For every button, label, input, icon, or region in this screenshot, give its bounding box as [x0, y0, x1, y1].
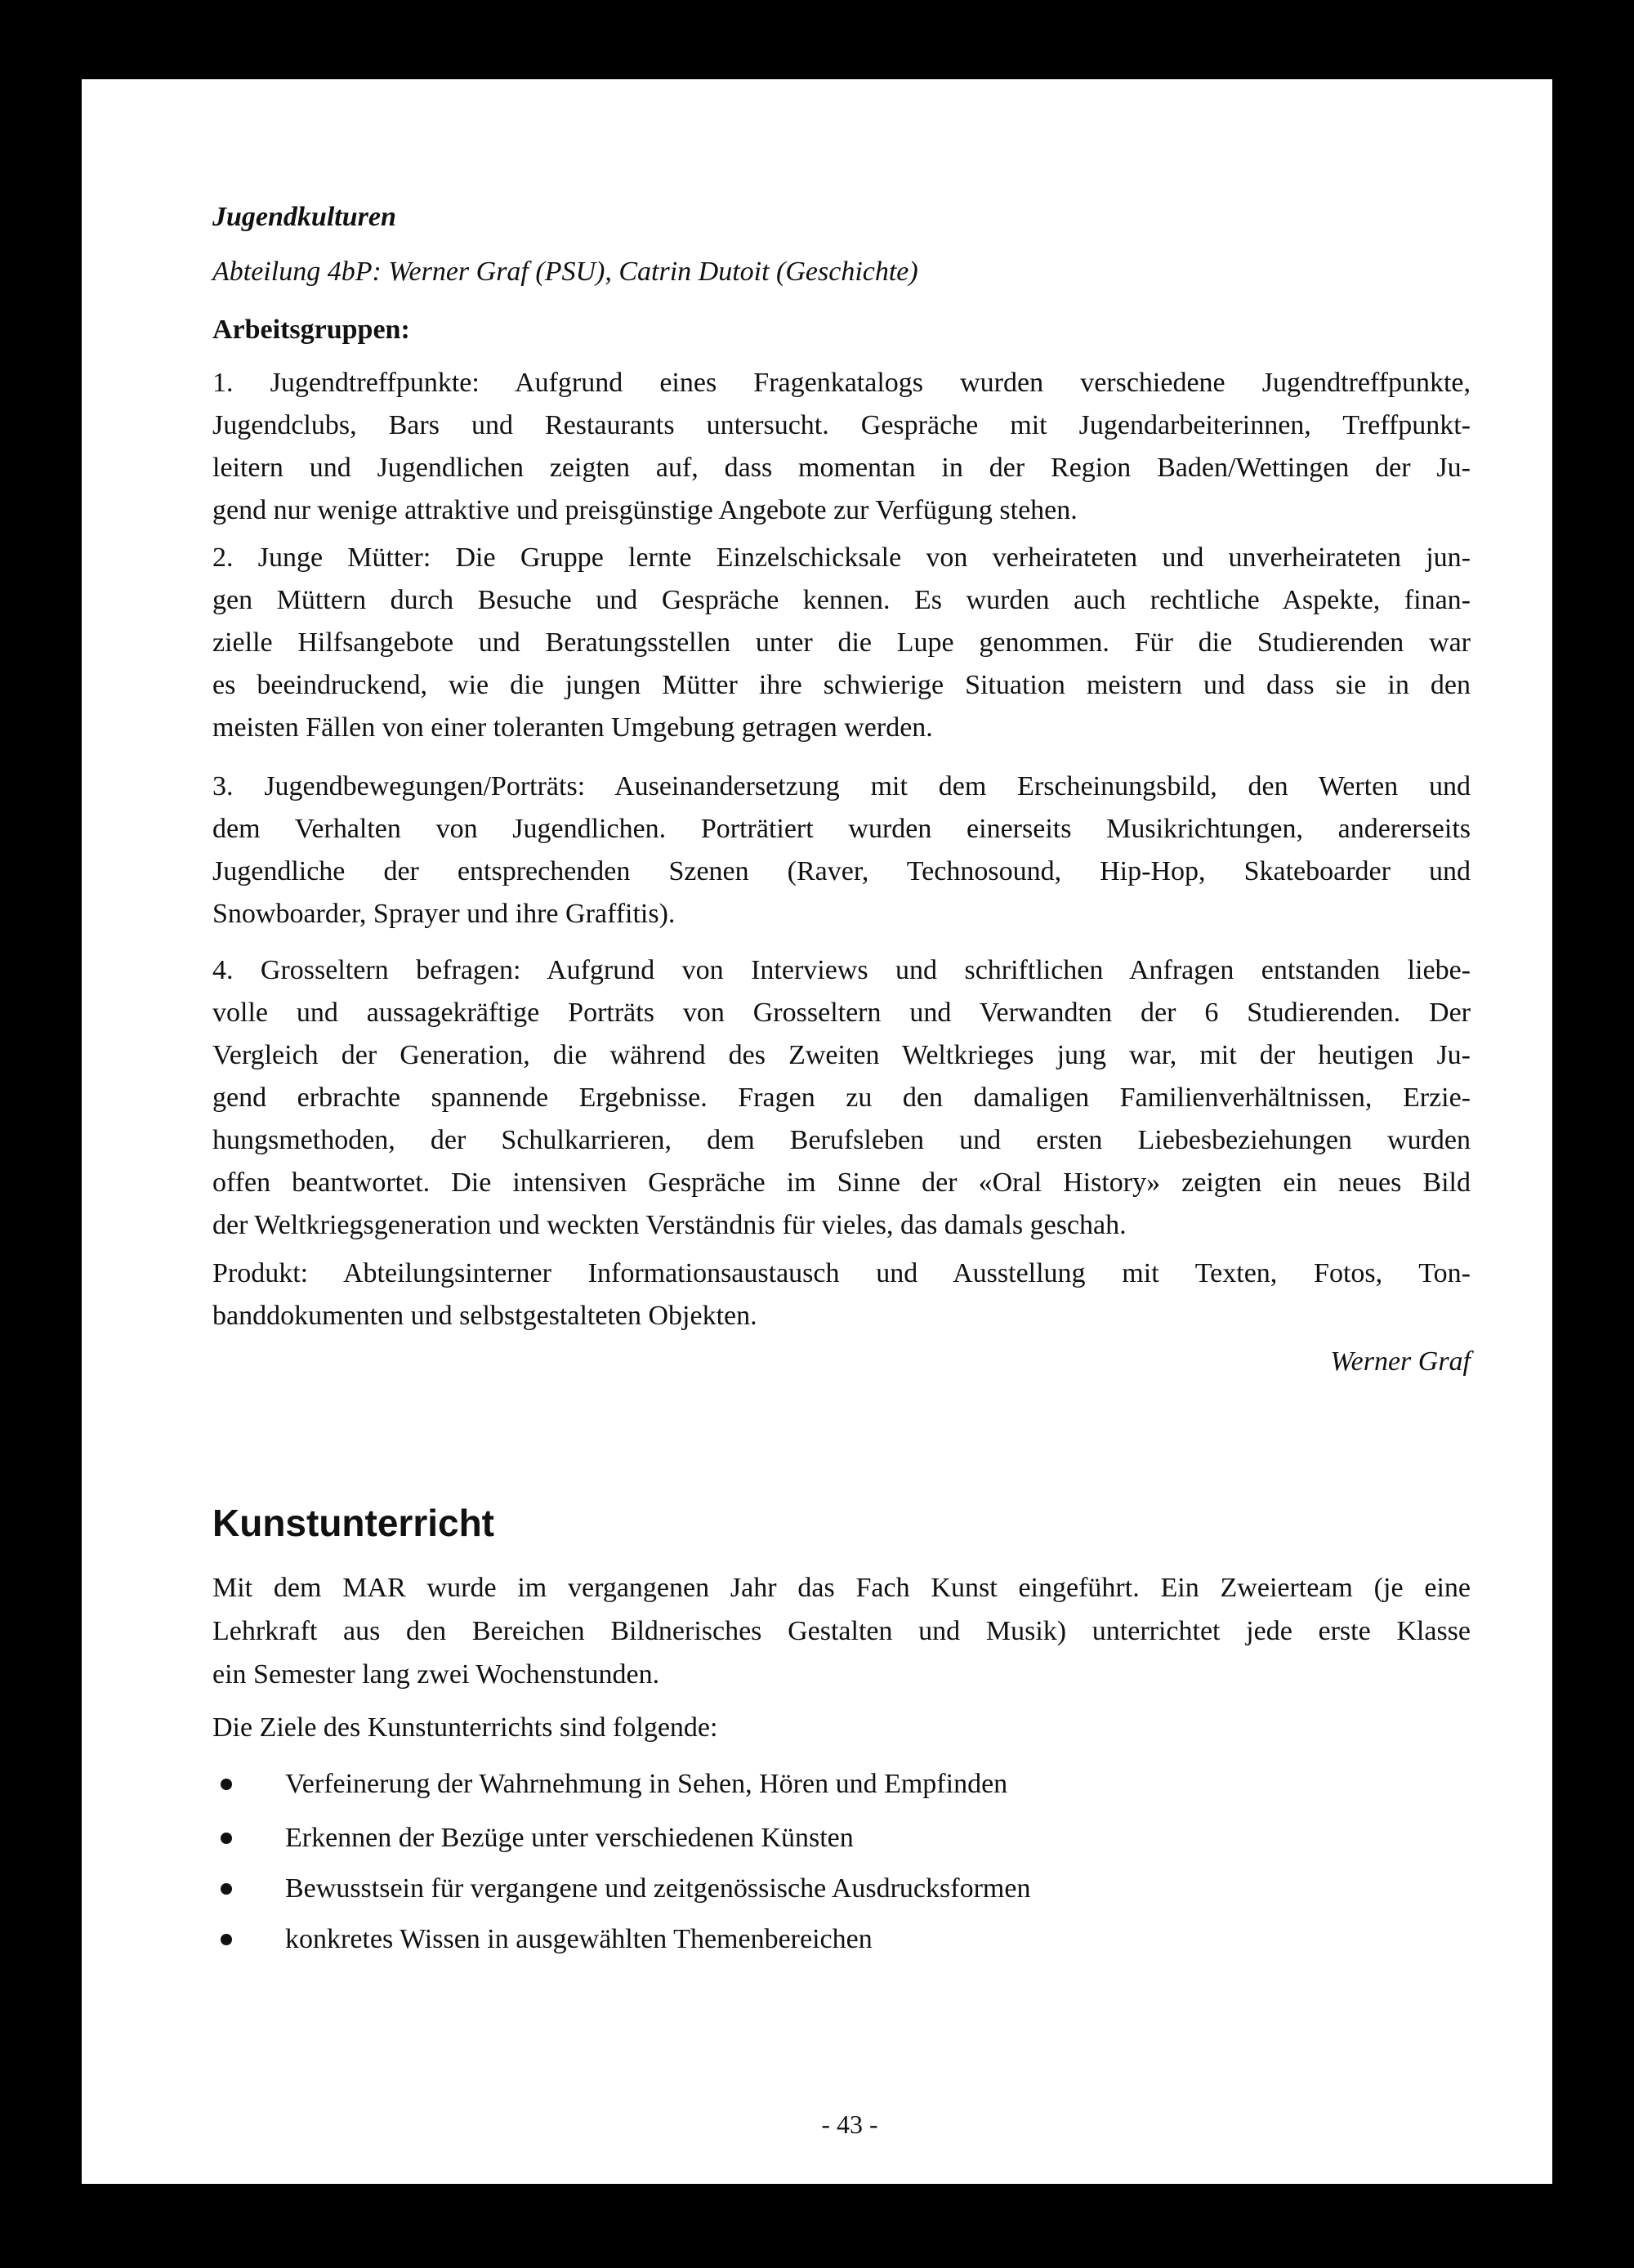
goals-intro: Die Ziele des Kunstunterrichts sind folgende: [212, 1712, 718, 1743]
goal-item: konkretes Wissen in ausgewählten Themenbereichen [285, 1924, 873, 1954]
text-line: zielle Hilfsangebote und Beratungsstellen unter die Lupe genommen. Für die Studierenden war [212, 627, 1471, 658]
bullet-icon [221, 1934, 232, 1945]
paragraph-grosseltern [212, 949, 1471, 1247]
page-number: - 43 - [821, 2110, 878, 2139]
text-line: ein Semester lang zwei Wochenstunden. [212, 1659, 660, 1690]
text-line: der Weltkriegsgeneration und weckten Verständnis für vieles, das damals geschah. [212, 1210, 1127, 1240]
text-line: meisten Fällen von einer toleranten Umgebung getragen werden. [212, 712, 933, 743]
paragraph-jugendtreffpunkte [212, 362, 1471, 532]
text-line: es beeindruckend, wie die jungen Mütter ihre schwierige Situation meistern und dass sie in den [212, 670, 1471, 700]
goal-item: Erkennen der Bezüge unter verschiedenen Künsten [285, 1823, 854, 1853]
text-line: gend erbrachte spannende Ergebnisse. Fragen zu den damaligen Familienverhältnissen, Erzie- [212, 1083, 1471, 1113]
text-line: offen beantwortet. Die intensiven Gespräche im Sinne der «Oral History» zeigten ein neues Bild [212, 1167, 1471, 1198]
text-line: gen Müttern durch Besuche und Gespräche kennen. Es wurden auch rechtliche Aspekte, finan- [212, 585, 1471, 615]
signature: Werner Graf [1330, 1346, 1471, 1377]
document-page [82, 79, 1552, 2184]
text-line: 2. Junge Mütter: Die Gruppe lernte Einzelschicksale von verheirateten und unverheirateten jun- [212, 542, 1471, 573]
bullet-icon [221, 1779, 232, 1790]
paragraph-junge-muetter [212, 537, 1471, 749]
paragraph-produkt [212, 1252, 1471, 1337]
goal-item: Verfeinerung der Wahrnehmung in Sehen, Hören und Empfinden [285, 1769, 1008, 1799]
workgroups-heading: Arbeitsgruppen: [212, 315, 410, 345]
text-line: hungsmethoden, der Schulkarrieren, dem Berufsleben und ersten Liebesbeziehungen wurden [212, 1125, 1471, 1155]
text-line: banddokumenten und selbstgestalteten Objekten. [212, 1301, 757, 1331]
text-line: Lehrkraft aus den Bereichen Bildnerisches Gestalten und Musik) unterrichtet jede erste Klasse [212, 1616, 1471, 1646]
text-line: dem Verhalten von Jugendlichen. Porträtiert wurden einerseits Musikrichtungen, andererseits [212, 814, 1471, 844]
bullet-icon [221, 1883, 232, 1895]
paragraph-jugendbewegungen [212, 766, 1471, 935]
text-line: Mit dem MAR wurde im vergangenen Jahr das Fach Kunst eingeführt. Ein Zweierteam (je eine [212, 1573, 1471, 1603]
text-line: 4. Grosseltern befragen: Aufgrund von Interviews und schriftlichen Anfragen entstanden liebe- [212, 955, 1471, 985]
text-line: Vergleich der Generation, die während des Zweiten Weltkrieges jung war, mit der heutigen Ju- [212, 1040, 1471, 1070]
paragraph-kunst-intro [212, 1566, 1471, 1696]
section-title-jugendkulturen: Jugendkulturen [212, 202, 396, 232]
text-line: leitern und Jugendlichen zeigten auf, dass momentan in der Region Baden/Wettingen der Ju- [212, 453, 1471, 483]
text-line: 1. Jugendtreffpunkte: Aufgrund eines Fragenkatalogs wurden verschiedene Jugendtreffpunkte, [212, 368, 1471, 398]
goal-item: Bewusstsein für vergangene und zeitgenössische Ausdrucksformen [285, 1873, 1031, 1904]
text-line: Produkt: Abteilungsinterner Informationsaustausch und Ausstellung mit Texten, Fotos, Ton- [212, 1258, 1471, 1288]
department-line: Abteilung 4bP: Werner Graf (PSU), Catrin Dutoit (Geschichte) [212, 257, 918, 287]
section-title-kunstunterricht: Kunstunterricht [212, 1502, 494, 1544]
text-line: 3. Jugendbewegungen/Porträts: Auseinandersetzung mit dem Erscheinungsbild, den Werten und [212, 771, 1471, 801]
text-line: Snowboarder, Sprayer und ihre Graffitis). [212, 899, 676, 929]
bullet-icon [221, 1833, 232, 1844]
text-line: Jugendliche der entsprechenden Szenen (Raver, Technosound, Hip-Hop, Skateboarder und [212, 856, 1471, 886]
text-line: volle und aussagekräftige Porträts von Grosseltern und Verwandten der 6 Studierenden. Der [212, 998, 1471, 1028]
text-line: gend nur wenige attraktive und preisgünstige Angebote zur Verfügung stehen. [212, 495, 1078, 525]
text-line: Jugendclubs, Bars und Restaurants untersucht. Gespräche mit Jugendarbeiterinnen, Treffpunkt- [212, 410, 1471, 440]
